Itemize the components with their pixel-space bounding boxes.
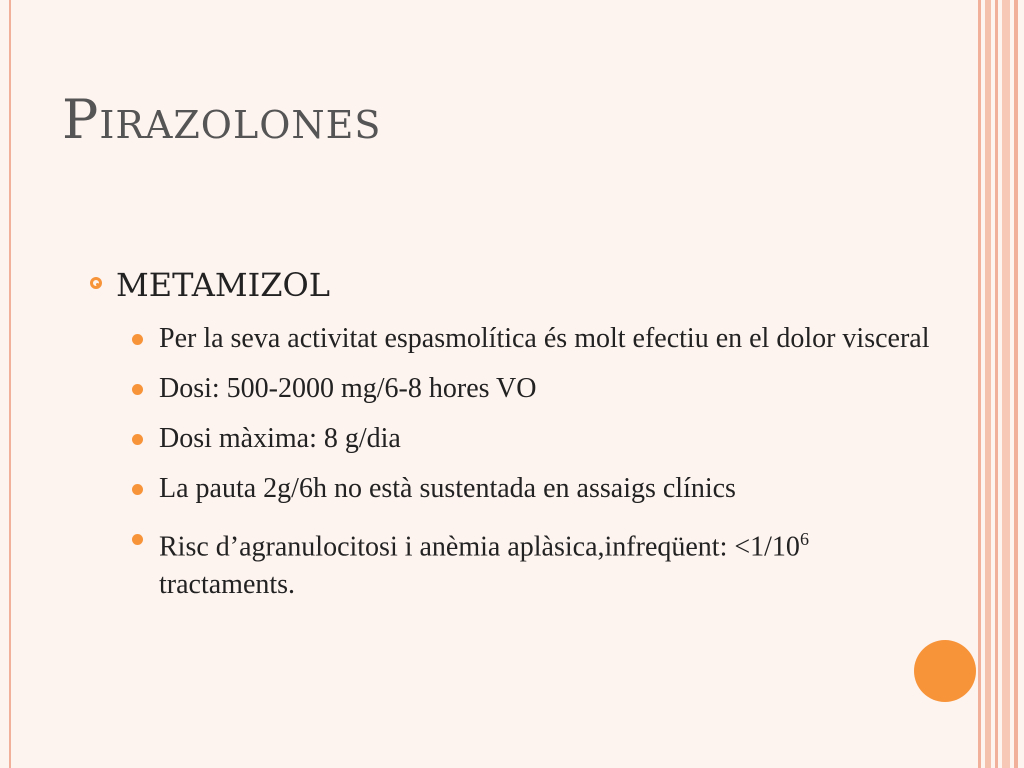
left-border-line	[9, 0, 11, 768]
bullet-dot-icon	[132, 534, 143, 545]
bullet-text: Per la seva activitat espasmolítica és molt efectiu en el dolor visceral	[159, 323, 930, 354]
right-stripe-2	[985, 0, 991, 768]
bullet-dot-icon	[132, 484, 143, 495]
list-item	[90, 370, 950, 408]
bullet-text: Dosi: 500-2000 mg/6-8 hores VO	[159, 373, 537, 404]
bullet-dot-icon	[132, 434, 143, 445]
right-stripe-4	[1002, 0, 1010, 768]
bullet-text: Dosi màxima: 8 g/dia	[159, 423, 401, 454]
list-item	[90, 320, 950, 358]
right-stripe-5	[1014, 0, 1018, 768]
list-item	[90, 420, 950, 458]
decorative-orange-circle	[914, 640, 976, 702]
heading-bullet	[90, 262, 950, 308]
heading-text: METAMIZOL	[116, 266, 330, 304]
bullet-dot-icon	[132, 334, 143, 345]
bullet-text: La pauta 2g/6h no està sustentada en assaigs clínics	[159, 473, 736, 504]
bullet-text-after: tractaments.	[159, 569, 296, 601]
bullet-dot-icon	[132, 384, 143, 395]
bullet-list	[90, 320, 950, 604]
slide-content	[90, 262, 950, 616]
right-stripe-3	[995, 0, 998, 768]
bullet-superscript: 6	[799, 529, 809, 549]
bullet-text-before: Risc d’agranulocitosi i anèmia aplàsica,infreqüent: <1/10	[159, 531, 800, 563]
right-stripe-1	[978, 0, 981, 768]
slide-title: Pirazolones	[62, 88, 382, 151]
ring-bullet-icon	[90, 277, 102, 289]
list-item	[90, 520, 950, 604]
list-item	[90, 470, 950, 508]
